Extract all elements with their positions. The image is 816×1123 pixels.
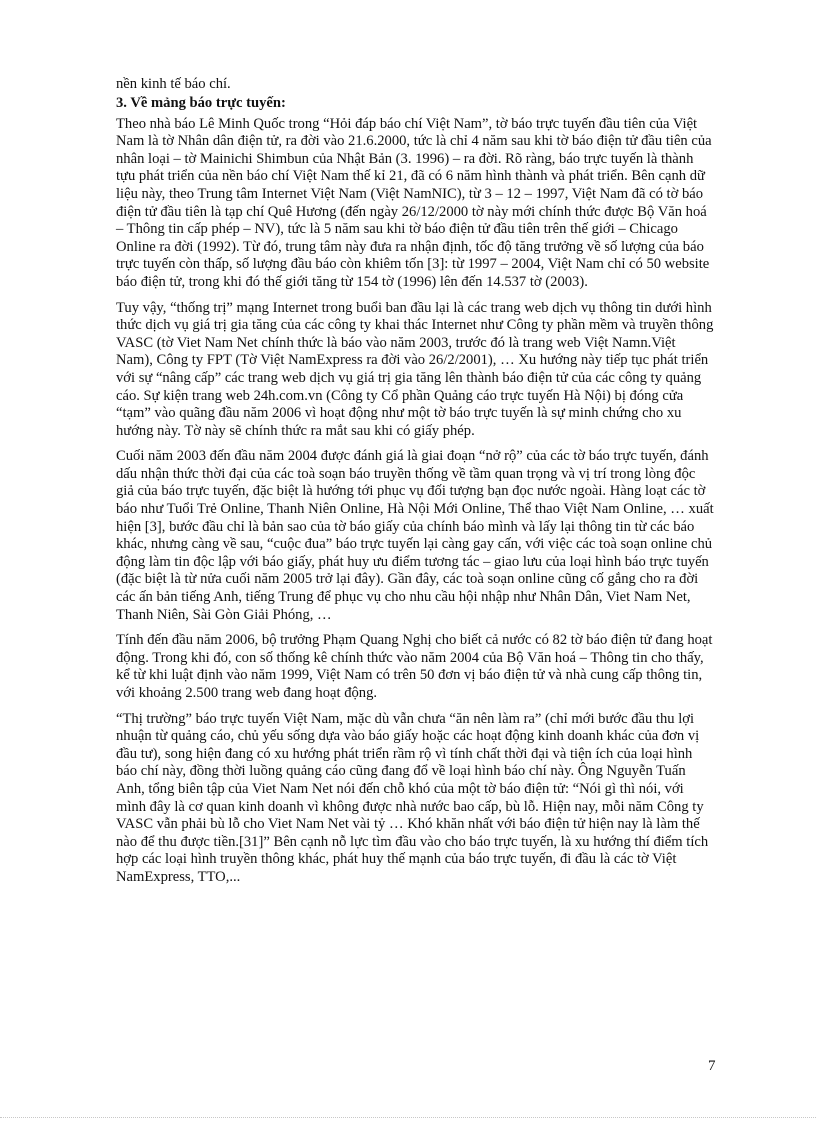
section-heading: 3. Về mảng báo trực tuyến: [116, 94, 286, 111]
page-body [116, 76, 716, 895]
paragraph-5: “Thị trường” báo trực tuyến Việt Nam, mặc dù vẫn chưa “ăn nên làm ra” (chỉ mới bước đầu thu lợi nhuận từ quảng cáo, chủ yếu sống dựa vào báo giấy hoặc các hoạt động kinh doanh khác của đơn vị đầu tư), song hiện đang có xu hướng phát triển rầm rộ vì tính chất thời đại và tiện ích của loại hình báo chí này, đồng thời luồng quảng cáo cũng đang đổ về loại hình báo chí này. Ông Nguyễn Tuấn Anh, tổng biên tập của Viet Nam Net nói đến chỗ khó của một tờ báo điện tử: “Nói gì thì nói, với mình đây là cơ quan kinh doanh vì không được nhà nước bao cấp, bù lỗ. Hiện nay, mỗi năm Công ty VASC vẫn phải bù lỗ cho Viet Nam Net vài tỷ … Khó khăn nhất với báo điện tử hiện nay là làm thế nào để thu được tiền.[31]” Bên cạnh nỗ lực tìm đầu vào cho báo trực tuyến, là xu hướng thí điểm tích hợp các loại hình truyền thông khác, phát huy thế mạnh của báo trực tuyến, đi đầu là các tờ Việt NamExpress, TTO,... [116, 710, 709, 885]
paragraph-2: Tuy vậy, “thống trị” mạng Internet trong buổi ban đầu lại là các trang web dịch vụ thông tin dưới hình thức dịch vụ giá trị gia tăng của các công ty khai thác Internet như Công ty phần mềm và truyền thông VASC (tờ Viet Nam Net chính thức là báo vào năm 2003, trước đó là trang web Việt Namn.Việt Nam), Công ty FPT (Tờ Việt NamExpress ra đời vào 26/2/2001), … Xu hướng này tiếp tục phát triển với sự “nâng cấp” các trang web dịch vụ giá trị gia tăng lên thành báo điện tử của các công ty quảng cáo. Sự kiện trang web 24h.com.vn (Công ty Cổ phần Quảng cáo trực tuyến Hà Nội) bị đóng cửa “tạm” vào quãng đầu năm 2006 vì hoạt động như một tờ báo trực tuyến là sự minh chứng cho xu hướng này. Tờ này sẽ chính thức ra mắt sau khi có giấy phép. [116, 299, 714, 439]
paragraph-4: Tính đến đầu năm 2006, bộ trưởng Phạm Quang Nghị cho biết cả nước có 82 tờ báo điện tử đang hoạt động. Trong khi đó, con số thống kê chính thức vào năm 2004 của Bộ Văn hoá – Thông tin cho thấy, kể từ khi luật định vào năm 1999, Việt Nam có trên 50 đơn vị báo điện tử và nhà cung cấp thông tin, với khoảng 2.500 trang web đang hoạt động. [116, 632, 713, 701]
paragraph-3: Cuối năm 2003 đến đầu năm 2004 được đánh giá là giai đoạn “nở rộ” của các tờ báo trực tuyến, đánh dấu nhận thức thời đại của các toà soạn báo truyền thống về tầm quan trọng và vị trí trong lòng độc giả của báo trực tuyến, đặc biệt là hướng tới phục vụ đối tượng bạn đọc nước ngoài. Hàng loạt các tờ báo như Tuổi Trẻ Online, Thanh Niên Online, Hà Nội Mới Online, Thể thao Việt Nam Online, … xuất hiện [3], bước đầu chỉ là bản sao của tờ báo giấy của chính báo mình và lấy lại thông tin từ các báo khác, nhưng càng về sau, “cuộc đua” báo trực tuyến lại càng gay cấn, với việc các toà soạn online chủ động làm tin độc lập với báo giấy, phát huy ưu điểm tương tác – giao lưu của loại hình báo trực tuyến (đặc biệt là từ nửa cuối năm 2005 trở lại đây). Gần đây, các toà soạn online cũng cố gắng cho ra đời các ấn bản tiếng Anh, tiếng Trung để phục vụ cho nhu cầu hội nhập như Nhân Dân, Viet Nam Net, Thanh Niên, Sài Gòn Giải Phóng, … [116, 448, 714, 623]
page-number: 7 [708, 1058, 716, 1074]
page-bottom-divider [0, 1117, 816, 1118]
continued-text: nền kinh tế báo chí. [116, 76, 231, 92]
paragraph-1: Theo nhà báo Lê Minh Quốc trong “Hỏi đáp báo chí Việt Nam”, tờ báo trực tuyến đầu tiên của Việt Nam là tờ Nhân dân điện tử, ra đời vào 21.6.2000, tức là chỉ 4 năm sau khi tờ báo điện tử đầu tiên của nhân loại – tờ Mainichi Shimbun của Nhật Bản (3. 1996) – ra đời. Rõ ràng, báo trực tuyến là thành tựu phát triển của nền báo chí Việt Nam thế kỉ 21, đã có 6 năm hình thành và phát triển. Bên cạnh dữ liệu này, theo Trung tâm Internet Việt Nam (Việt NamNIC), từ 3 – 12 – 1997, Việt Nam đã có tờ báo điện tử đầu tiên là tạp chí Quê Hương (đến ngày 26/12/2000 tờ này mới chính thức được Bộ Văn hoá – Thông tin cấp phép – NV), tức là 5 năm sau khi tờ báo điện tử đầu tiên trên thế giới – Chicago Online ra đời (1992). Từ đó, trung tâm này đưa ra nhận định, tốc độ tăng trưởng về số lượng của báo trực tuyến còn thấp, số lượng đầu báo còn khiêm tốn [3]: từ 1997 – 2004, Việt Nam chỉ có 50 website báo điện tử, trong khi đó thế giới tăng từ 154 tờ (1996) lên đến 14.537 tờ (2003). [116, 115, 712, 290]
